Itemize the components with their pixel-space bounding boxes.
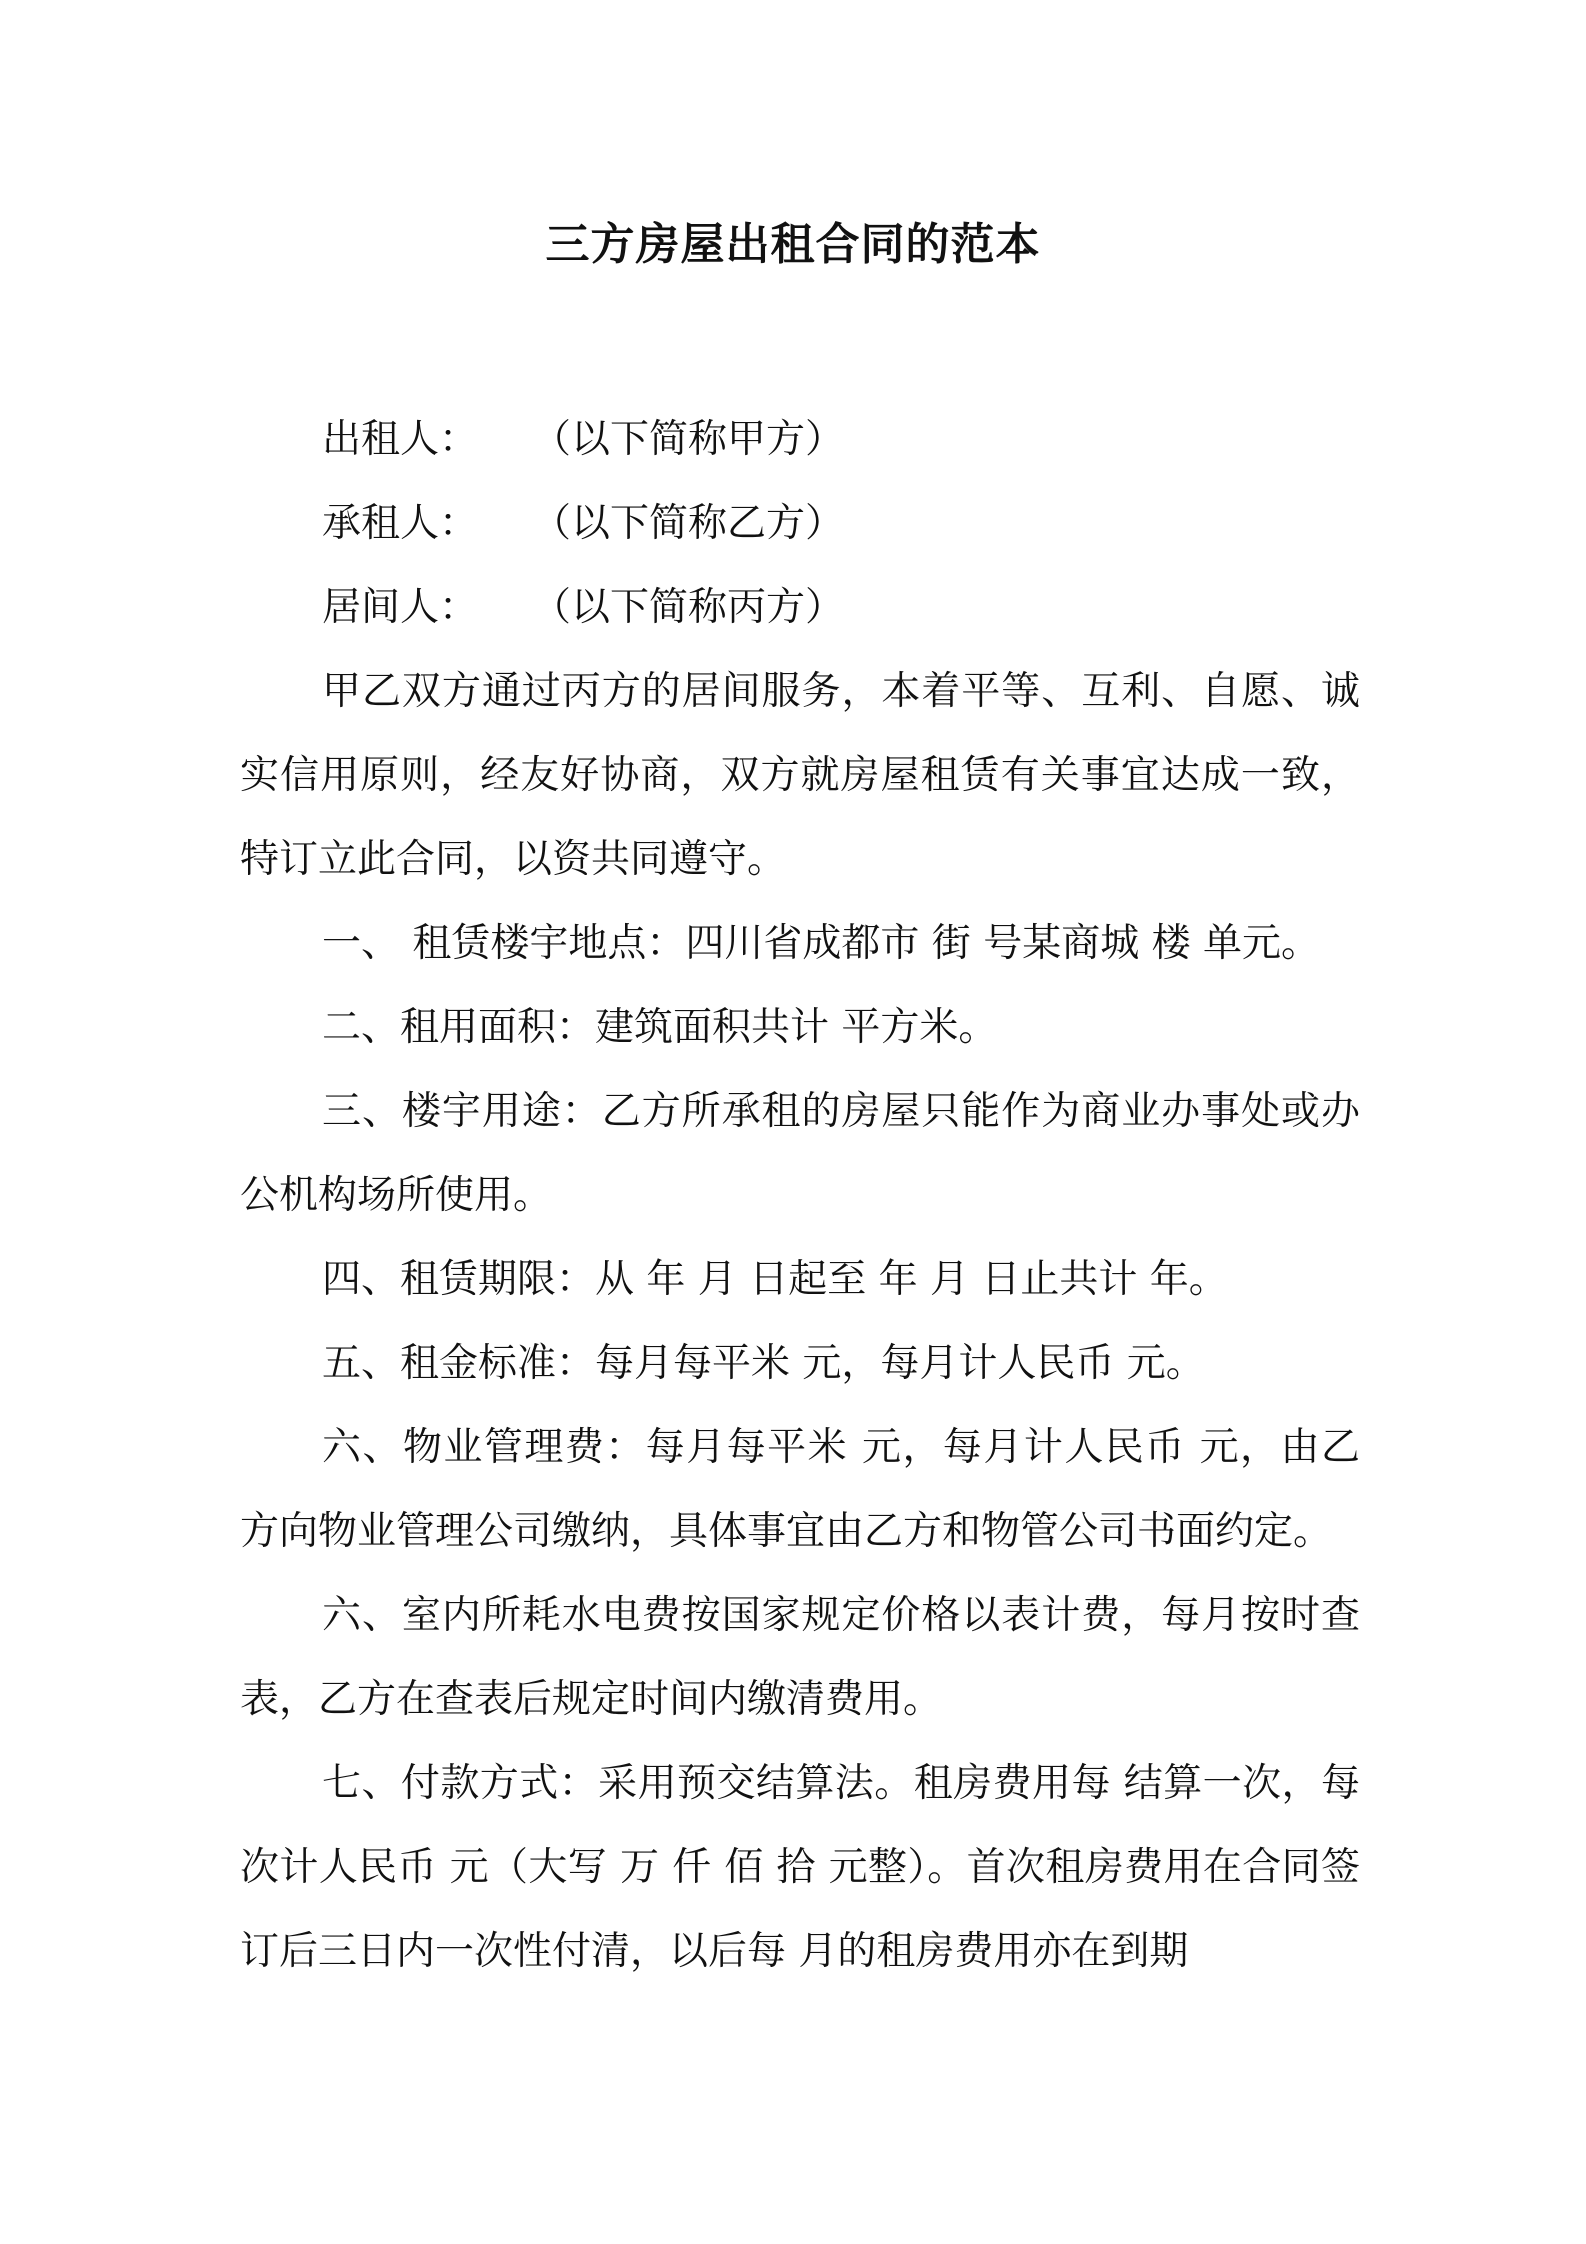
document-body: [240, 398, 1360, 1994]
party-lessee: [240, 482, 1360, 566]
party-note: （以下简称丙方）: [532, 585, 845, 630]
clause-area: 二、租用面积：建筑面积共计 平方米。: [322, 1005, 998, 1050]
party-role-label: 居间人：: [322, 585, 479, 630]
clause-usage: 三、楼宇用途：乙方所承租的房屋只能作为商业办事处或办公机构场所使用。: [240, 1089, 1360, 1218]
clause-rent: 五、租金标准：每月每平米 元，每月计人民币 元。: [322, 1341, 1205, 1386]
clause-utilities: 六、室内所耗水电费按国家规定价格以表计费，每月按时查表，乙方在查表后规定时间内缴清费用。: [240, 1593, 1360, 1722]
document-title: 三方房屋出租合同的范本: [545, 219, 1041, 270]
clause-property-fee: 六、物业管理费：每月每平米 元，每月计人民币 元，由乙方向物业管理公司缴纳，具体事宜由乙方和物管公司书面约定。: [240, 1425, 1360, 1554]
clause-term: 四、租赁期限：从 年 月 日起至 年 月 日止共计 年。: [322, 1257, 1228, 1302]
party-lessor: [240, 398, 1360, 482]
party-note: （以下简称乙方）: [532, 501, 845, 546]
preamble-paragraph: 甲乙双方通过丙方的居间服务，本着平等、互利、自愿、诚实信用原则，经友好协商，双方就房屋租赁有关事宜达成一致，特订立此合同，以资共同遵守。: [240, 669, 1360, 882]
party-role-label: 承租人：: [322, 501, 479, 546]
clause-location: 一、 租赁楼宇地点：四川省成都市 街 号某商城 楼 单元。: [322, 921, 1320, 966]
party-role-label: 出租人：: [322, 417, 479, 462]
clause-payment: 七、付款方式：采用预交结算法。租房费用每 结算一次，每次计人民币 元（大写 万 仟 佰 拾 元整）。首次租房费用在合同签订后三日内一次性付清，以后每 月的租房费用亦在到期: [240, 1761, 1360, 1974]
party-intermediary: [240, 566, 1360, 650]
party-note: （以下简称甲方）: [532, 417, 845, 462]
